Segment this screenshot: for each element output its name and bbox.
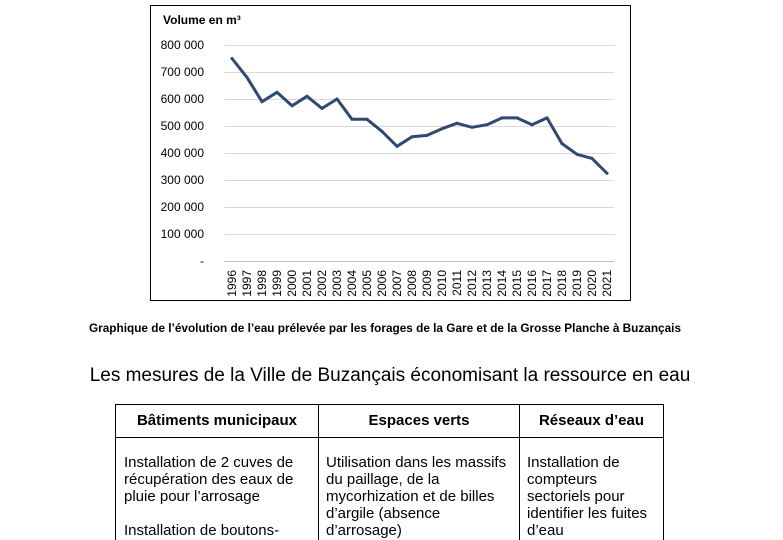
y-tick-label: 500 000 <box>160 119 204 133</box>
table-header-batiments-municipaux: Bâtiments municipaux <box>116 405 318 438</box>
data-point <box>456 122 459 125</box>
x-tick-label: 2006 <box>375 270 389 297</box>
data-point <box>366 118 369 121</box>
y-tick-label: 600 000 <box>160 92 204 106</box>
x-tick-label: 1999 <box>270 270 284 297</box>
data-point <box>471 126 474 129</box>
data-point <box>486 123 489 126</box>
data-point <box>501 116 504 119</box>
x-tick-label: 2020 <box>585 270 599 297</box>
y-tick-label: 400 000 <box>160 146 204 160</box>
table-header-reseaux-eau: Réseaux d’eau <box>519 405 663 438</box>
x-tick-label: 2015 <box>510 270 524 297</box>
x-tick-label: 2016 <box>525 270 539 297</box>
x-tick-label: 2008 <box>405 270 419 297</box>
y-tick-label: 200 000 <box>160 200 204 214</box>
table-cell-espaces-verts <box>318 438 519 540</box>
x-tick-label: 2013 <box>480 270 494 297</box>
y-axis-label: Volume en m³ <box>163 13 241 27</box>
data-point <box>306 95 309 98</box>
x-tick-label: 2004 <box>345 270 359 297</box>
x-tick-label: 2001 <box>300 270 314 297</box>
data-point <box>261 100 264 103</box>
data-point <box>351 118 354 121</box>
cell-text: Installation de compteurs sectoriels pour identifier les fuites d’eau <box>527 454 648 539</box>
x-tick-label: 2005 <box>360 270 374 297</box>
x-tick-label: 2019 <box>570 270 584 297</box>
data-point <box>336 98 339 101</box>
data-point <box>321 107 324 110</box>
x-tick-label: 1998 <box>255 270 269 297</box>
x-tick-label: 2009 <box>420 270 434 297</box>
x-tick-label: 2018 <box>555 270 569 297</box>
x-tick-label: 2021 <box>600 270 614 297</box>
data-point <box>546 116 549 119</box>
data-point <box>426 134 429 137</box>
data-point <box>231 57 234 60</box>
x-tick-label: 2014 <box>495 270 509 297</box>
data-point <box>276 91 279 94</box>
table-cell-reseaux-eau <box>519 438 663 540</box>
cell-text: Utilisation dans les massifs du paillage, de la mycorhization et de billes d’argile (absence d’arrosage) <box>326 454 507 539</box>
table-cell-batiments-municipaux <box>116 438 318 540</box>
data-point <box>576 153 579 156</box>
data-point <box>411 135 414 138</box>
x-tick-label: 2002 <box>315 270 329 297</box>
measures-table <box>115 404 664 540</box>
x-axis-ticks <box>225 270 614 297</box>
y-tick-label: 300 000 <box>160 173 204 187</box>
cell-text: Installation de boutons- <box>124 522 280 539</box>
y-tick-label: - <box>200 254 204 268</box>
data-point <box>291 104 294 107</box>
data-point <box>531 123 534 126</box>
cell-text: Installation de 2 cuves de récupération des eaux de pluie pour l’arrosage <box>124 454 294 505</box>
data-point <box>396 145 399 148</box>
y-tick-label: 800 000 <box>160 38 204 52</box>
x-tick-label: 1996 <box>225 270 239 297</box>
data-point <box>516 116 519 119</box>
section-heading: Les mesures de la Ville de Buzançais économisant la ressource en eau <box>89 365 691 386</box>
x-tick-label: 2003 <box>330 270 344 297</box>
y-axis-ticks <box>161 38 205 268</box>
y-tick-label: 700 000 <box>160 65 204 79</box>
x-tick-label: 1997 <box>240 270 254 297</box>
data-point <box>591 157 594 160</box>
data-point <box>441 127 444 130</box>
x-tick-label: 2012 <box>465 270 479 297</box>
y-tick-label: 100 000 <box>160 227 204 241</box>
x-tick-label: 2017 <box>540 270 554 297</box>
x-tick-label: 2011 <box>450 270 464 296</box>
x-tick-label: 2000 <box>285 270 299 297</box>
figure-caption: Graphique de l’évolution de l’eau prélevée par les forages de la Gare et de la Grosse Planche à Buzançais <box>88 321 682 335</box>
data-point <box>561 142 564 145</box>
data-point <box>381 130 384 133</box>
x-tick-label: 2007 <box>390 270 404 297</box>
data-point <box>246 76 249 79</box>
x-tick-label: 2010 <box>435 270 449 297</box>
table-header-espaces-verts: Espaces verts <box>318 405 519 438</box>
data-point <box>606 172 609 175</box>
